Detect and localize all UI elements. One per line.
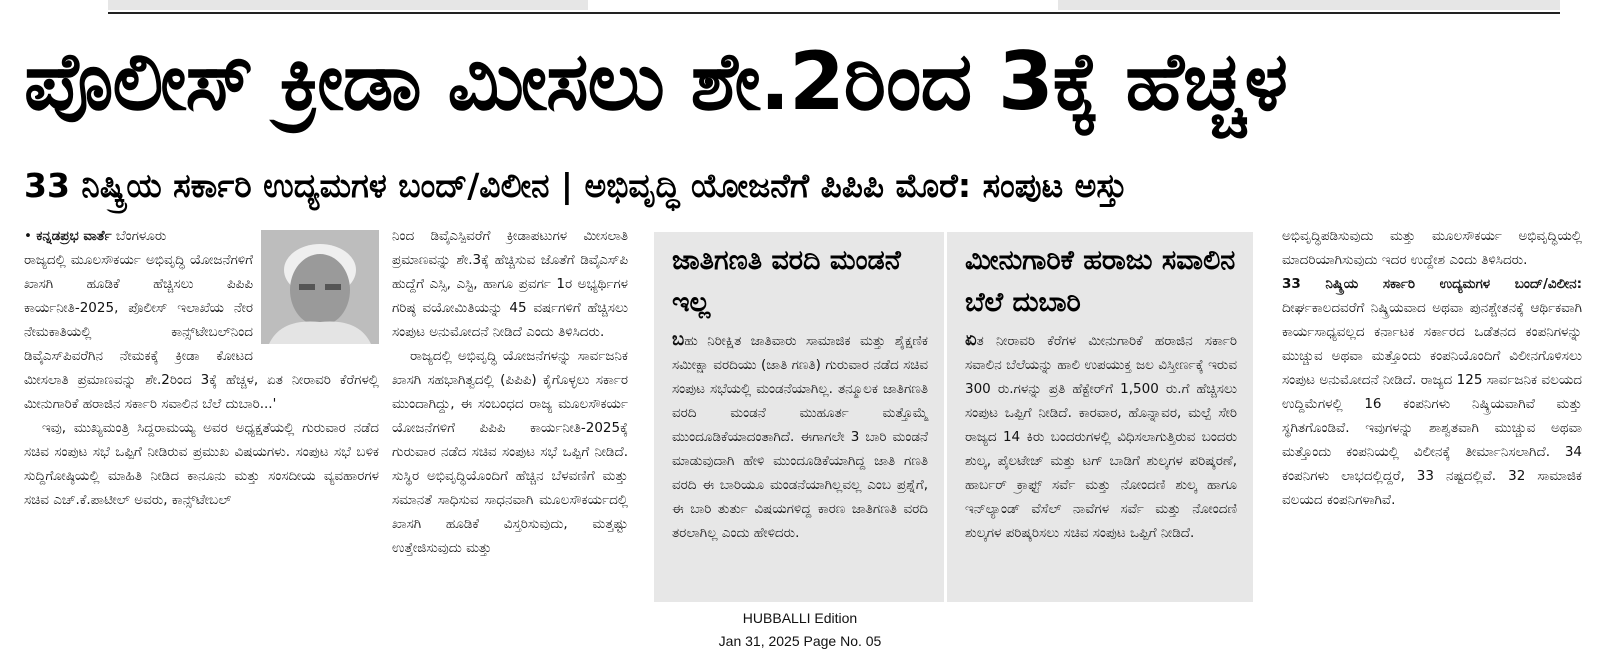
edition-label: HUBBALLI Edition bbox=[742, 610, 858, 626]
column-2-para-1: ನಿಂದ ಡಿವೈಎಸ್ಪಿವರೆಗೆ ಕ್ರೀಡಾಪಟುಗಳ ಮೀಸಲಾತಿ ಪ್ರಮಾಣವನ್ನು ಶೇ.3ಕ್ಕೆ ಹೆಚ್ಚಿಸುವ ಜೊತೆಗೆ ಡಿವೈಎಸ್‌ಪಿ ಹುದ್ದೆಗೆ ಎಸ್ಸಿ, ಎಸ್ಟಿ, ಹಾಗೂ ಪ್ರವರ್ಗ 1ರ ಅಭ್ಯರ್ಥಿಗಳ ಗರಿಷ್ಠ ವಯೋಮಿತಿಯನ್ನು 45 ವರ್ಷಗಳಿಗೆ ಹೆಚ್ಚಿಸಲು ಸಂಪುಟ ಅನುಮೋದನೆ ನೀಡಿದೆ ಎಂದು ತಿಳಿಸಿದರು. bbox=[392, 228, 628, 340]
portrait-illustration bbox=[261, 230, 379, 344]
box-a-body bbox=[654, 324, 944, 545]
headline: ಪೊಲೀಸ್ ಕ್ರೀಡಾ ಮೀಸಲು ಶೇ.2ರಿಂದ 3ಕ್ಕೆ ಹೆಚ್ಚಳ bbox=[24, 35, 1287, 128]
column-1-para-1: ರಾಜ್ಯದಲ್ಲಿ ಮೂಲಸೌಕರ್ಯ ಅಭಿವೃದ್ಧಿ ಯೋಜನೆಗಳಿಗೆ ಖಾಸಗಿ ಹೂಡಿಕೆ ಹೆಚ್ಚಿಸಲು ಪಿಪಿಪಿ ಕಾರ್ಯನೀತಿ-2025, ಪೊಲೀಸ್ ಇಲಾಖೆಯ ನೇರ ನೇಮಕಾತಿಯಲ್ಲಿ ಕಾನ್ಸ್‌ಟೇಬಲ್‌ನಿಂದ ಡಿವೈಎಸ್‌ಪಿವರೆಗಿನ ನೇಮಕಕ್ಕೆ ಕ್ರೀಡಾ ಕೋಟದ ಮೀಸಲಾತಿ ಪ್ರಮಾಣವನ್ನು ಶೇ.2ರಿಂದ 3ಕ್ಕೆ ಹೆಚ್ಚಳ, ಏತ ನೀರಾವರಿ ಕೆರೆಗಳಲ್ಲಿ ಮೀನುಗಾರಿಕೆ ಹರಾಜಿನ ಸರ್ಕಾರಿ ಸವಾಲಿನ ಬೆಲೆ ದುಬಾರಿ...' bbox=[24, 252, 379, 412]
byline-city: ಬೆಂಗಳೂರು bbox=[115, 228, 167, 244]
box-b-dropcap: ಏ bbox=[965, 329, 977, 350]
column-5 bbox=[1282, 224, 1582, 512]
box-b-text: ತ ನೀರಾವರಿ ಕೆರೆಗಳ ಮೀನುಗಾರಿಕೆ ಹರಾಜಿನ ಸರ್ಕಾರಿ ಸವಾಲಿನ ಬೆಲೆಯನ್ನು ಹಾಲಿ ಉಪಯುಕ್ತ ಜಲ ವಿಸ್ತೀರ್ಣಕ್ಕೆ ಇರುವ 300 ರು.ಗಳನ್ನು ಪ್ರತಿ ಹೆಕ್ಟೇರ್‌ಗೆ 1,500 ರು.ಗೆ ಹೆಚ್ಚಿಸಲು ಸಂಪುಟ ಒಪ್ಪಿಗೆ ನೀಡಿದೆ. ಕಾರವಾರ, ಹೊನ್ನಾವರ, ಮಲ್ಪೆ ಸೇರಿ ರಾಜ್ಯದ 14 ಕಿರು ಬಂದರುಗಳಲ್ಲಿ ವಿಧಿಸಲಾಗುತ್ತಿರುವ ಬಂದರು ಶುಲ್ಕ, ಪೈಲಟೇಜ್ ಮತ್ತು ಟಗ್ ಬಾಡಿಗೆ ಶುಲ್ಕಗಳ ಪರಿಷ್ಕರಣೆ, ಹಾರ್ಬರ್ ಕ್ರಾಫ್ಟ್ ಸರ್ವೆ ಮತ್ತು ನೋಂದಣಿ ಶುಲ್ಕ ಹಾಗೂ ಇನ್‌ಲ್ಯಾಂಡ್ ವೆಸೆಲ್ ನಾವೆಗಳ ಸರ್ವೆ ಮತ್ತು ನೋಂದಣಿ ಶುಲ್ಕಗಳ ಪರಿಷ್ಕರಿಸಲು ಸಚಿವ ಸಂಪುಟ ಒಪ್ಪಿಗೆ ನೀಡಿದೆ. bbox=[965, 333, 1237, 541]
box-a-text: ಹು ನಿರೀಕ್ಷಿತ ಜಾತಿವಾರು ಸಾಮಾಜಿಕ ಮತ್ತು ಶೈಕ್ಷಣಿಕ ಸಮೀಕ್ಷಾ ವರದಿಯು (ಜಾತಿ ಗಣತಿ) ಗುರುವಾರ ನಡೆದ ಸಚಿವ ಸಂಪುಟ ಸಭೆಯಲ್ಲಿ ಮಂಡನೆಯಾಗಿಲ್ಲ. ತನ್ಮೂಲಕ ಜಾತಿಗಣತಿ ವರದಿ ಮಂಡನೆ ಮುಹೂರ್ತ ಮತ್ತೊಮ್ಮೆ ಮುಂದೂಡಿಕೆಯಾದಂತಾಗಿದೆ. ಈಗಾಗಲೇ 3 ಬಾರಿ ಮಂಡನೆ ಮಾಡುವುದಾಗಿ ಹೇಳಿ ಮುಂದೂಡಿಕೆಯಾಗಿದ್ದ ಜಾತಿ ಗಣತಿ ವರದಿ ಈ ಬಾರಿಯೂ ಮಂಡನೆಯಾಗಿಲ್ಲವಲ್ಲ ಎಂಬ ಪ್ರಶ್ನೆಗೆ, ಈ ಬಾರಿ ತುರ್ತು ವಿಷಯಗಳಿದ್ದ ಕಾರಣ ಜಾತಿಗಣತಿ ವರದಿ ತರಲಾಗಿಲ್ಲ ಎಂದು ಹೇಳಿದರು. bbox=[672, 333, 928, 541]
top-shade-left bbox=[108, 0, 588, 10]
box-b-body bbox=[947, 324, 1253, 545]
top-shade-right bbox=[1058, 0, 1560, 10]
sidebar-box-caste-census bbox=[654, 232, 944, 602]
byline-source: ಕನ್ನಡಪ್ರಭ ವಾರ್ತೆ bbox=[36, 228, 112, 244]
byline: • ಕನ್ನಡಪ್ರಭ ವಾರ್ತೆ ಬೆಂಗಳೂರು bbox=[24, 228, 167, 244]
sidebar-box-fishing-auction bbox=[947, 232, 1253, 602]
column-5-para-1: ಅಭಿವೃದ್ಧಿಪಡಿಸುವುದು ಮತ್ತು ಮೂಲಸೌಕರ್ಯ ಅಭಿವೃದ್ಧಿಯಲ್ಲಿ ಮಾದರಿಯಾಗಿಸುವುದು ಇದರ ಉದ್ದೇಶ ಎಂದು ತಿಳಿಸಿದರು. bbox=[1282, 228, 1582, 268]
box-b-heading: ಮೀನುಗಾರಿಕೆ ಹರಾಜು ಸವಾಲಿನ ಬೆಲೆ ದುಬಾರಿ bbox=[965, 245, 1236, 318]
box-a-dropcap: ಬ bbox=[672, 329, 685, 350]
box-a-heading: ಜಾತಿಗಣತಿ ವರದಿ ಮಂಡನೆ ಇಲ್ಲ bbox=[672, 245, 901, 318]
subheadline: 33 ನಿಷ್ಕ್ರಿಯ ಸರ್ಕಾರಿ ಉದ್ಯಮಗಳ ಬಂದ್/ವಿಲೀನ | ಅಭಿವೃದ್ಧಿ ಯೋಜನೆಗೆ ಪಿಪಿಪಿ ಮೊರೆ: ಸಂಪುಟ ಅಸ್ತು bbox=[24, 166, 1128, 205]
portrait-photo bbox=[261, 230, 379, 344]
column-5-subtitle: 33 ನಿಷ್ಕ್ರಿಯ ಸರ್ಕಾರಿ ಉದ್ಯಮಗಳ ಬಂದ್/ವಿಲೀನ: bbox=[1282, 276, 1582, 292]
column-5-para-2 bbox=[1282, 272, 1582, 512]
column-1-para-2: ಇವು, ಮುಖ್ಯಮಂತ್ರಿ ಸಿದ್ದರಾಮಯ್ಯ ಅವರ ಅಧ್ಯಕ್ಷತೆಯಲ್ಲಿ ಗುರುವಾರ ನಡೆದ ಸಚಿವ ಸಂಪುಟ ಸಭೆ ಒಪ್ಪಿಗೆ ನೀಡಿರುವ ಪ್ರಮುಖ ವಿಷಯಗಳು. ಸಂಪುಟ ಸಭೆ ಬಳಿಕ ಸುದ್ದಿಗೋಷ್ಠಿಯಲ್ಲಿ ಮಾಹಿತಿ ನೀಡಿದ ಕಾನೂನು ಮತ್ತು ಸಂಸದೀಯ ವ್ಯವಹಾರಗಳ ಸಚಿವ ಎಚ್.ಕೆ.ಪಾಟೀಲ್ ಅವರು, ಕಾನ್ಸ್‌ಟೇಬಲ್ bbox=[24, 420, 379, 508]
column-1 bbox=[24, 224, 379, 512]
column-2-para-2: ರಾಜ್ಯದಲ್ಲಿ ಅಭಿವೃದ್ಧಿ ಯೋಜನೆಗಳನ್ನು ಸಾರ್ವಜನಿಕ ಖಾಸಗಿ ಸಹಭಾಗಿತ್ವದಲ್ಲಿ (ಪಿಪಿಪಿ) ಕೈಗೊಳ್ಳಲು ಸರ್ಕಾರ ಮುಂದಾಗಿದ್ದು, ಈ ಸಂಬಂಧದ ರಾಜ್ಯ ಮೂಲಸೌಕರ್ಯ ಯೋಜನೆಗಳಿಗೆ ಪಿಪಿಪಿ ಕಾರ್ಯನೀತಿ-2025ಕ್ಕೆ ಗುರುವಾರ ನಡೆದ ಸಚಿವ ಸಂಪುಟ ಸಭೆ ಒಪ್ಪಿಗೆ ನೀಡಿದೆ. ಸುಸ್ಥಿರ ಅಭಿವೃದ್ಧಿಯೊಂದಿಗೆ ಹೆಚ್ಚಿನ ಬೆಳವಣಿಗೆ ಮತ್ತು ಸಮಾನತೆ ಸಾಧಿಸುವ ಸಾಧನವಾಗಿ ಮೂಲಸೌಕರ್ಯದಲ್ಲಿ ಖಾಸಗಿ ಹೂಡಿಕೆ ವಿಸ್ತರಿಸುವುದು, ಮತ್ತಷ್ಟು ಉತ್ತೇಜಿಸುವುದು ಮತ್ತು bbox=[392, 348, 628, 556]
column-5-text: ದೀರ್ಘಕಾಲದವರೆಗೆ ನಿಷ್ಕ್ರಿಯವಾದ ಅಥವಾ ಪುನಶ್ಚೇತನಕ್ಕೆ ಆರ್ಥಿಕವಾಗಿ ಕಾರ್ಯಸಾಧ್ಯವಲ್ಲದ ಕರ್ನಾಟಕ ಸರ್ಕಾರದ ಒಡೆತನದ ಕಂಪನಿಗಳನ್ನು ಮುಚ್ಚುವ ಅಥವಾ ಮತ್ತೊಂದು ಕಂಪನಿಯೊಂದಿಗೆ ವಿಲೀನಗೊಳಿಸಲು ಸಂಪುಟ ಅನುಮೋದನೆ ನೀಡಿದೆ. ರಾಜ್ಯದ 125 ಸಾರ್ವಜನಿಕ ವಲಯದ ಉದ್ದಿಮೆಗಳಲ್ಲಿ 16 ಕಂಪನಿಗಳು ನಿಷ್ಕ್ರಿಯವಾಗಿವೆ ಮತ್ತು ಸ್ಥಗಿತಗೊಂಡಿವೆ. ಇವುಗಳನ್ನು ಶಾಶ್ವತವಾಗಿ ಮುಚ್ಚುವ ಅಥವಾ ಮತ್ತೊಂದು ಕಂಪನಿಯಲ್ಲಿ ವಿಲೀನಕ್ಕೆ ತೀರ್ಮಾನಿಸಲಾಗಿದೆ. 34 ಕಂಪನಿಗಳು ಲಾಭದಲ್ಲಿದ್ದರೆ, 33 ನಷ್ಟದಲ್ಲಿವೆ. 32 ಸಾಮಾಜಿಕ ವಲಯದ ಕಂಪನಿಗಳಾಗಿವೆ. bbox=[1282, 300, 1582, 508]
top-rule bbox=[108, 0, 1560, 14]
date-page-label: Jan 31, 2025 Page No. 05 bbox=[718, 633, 882, 649]
column-2 bbox=[392, 224, 628, 560]
